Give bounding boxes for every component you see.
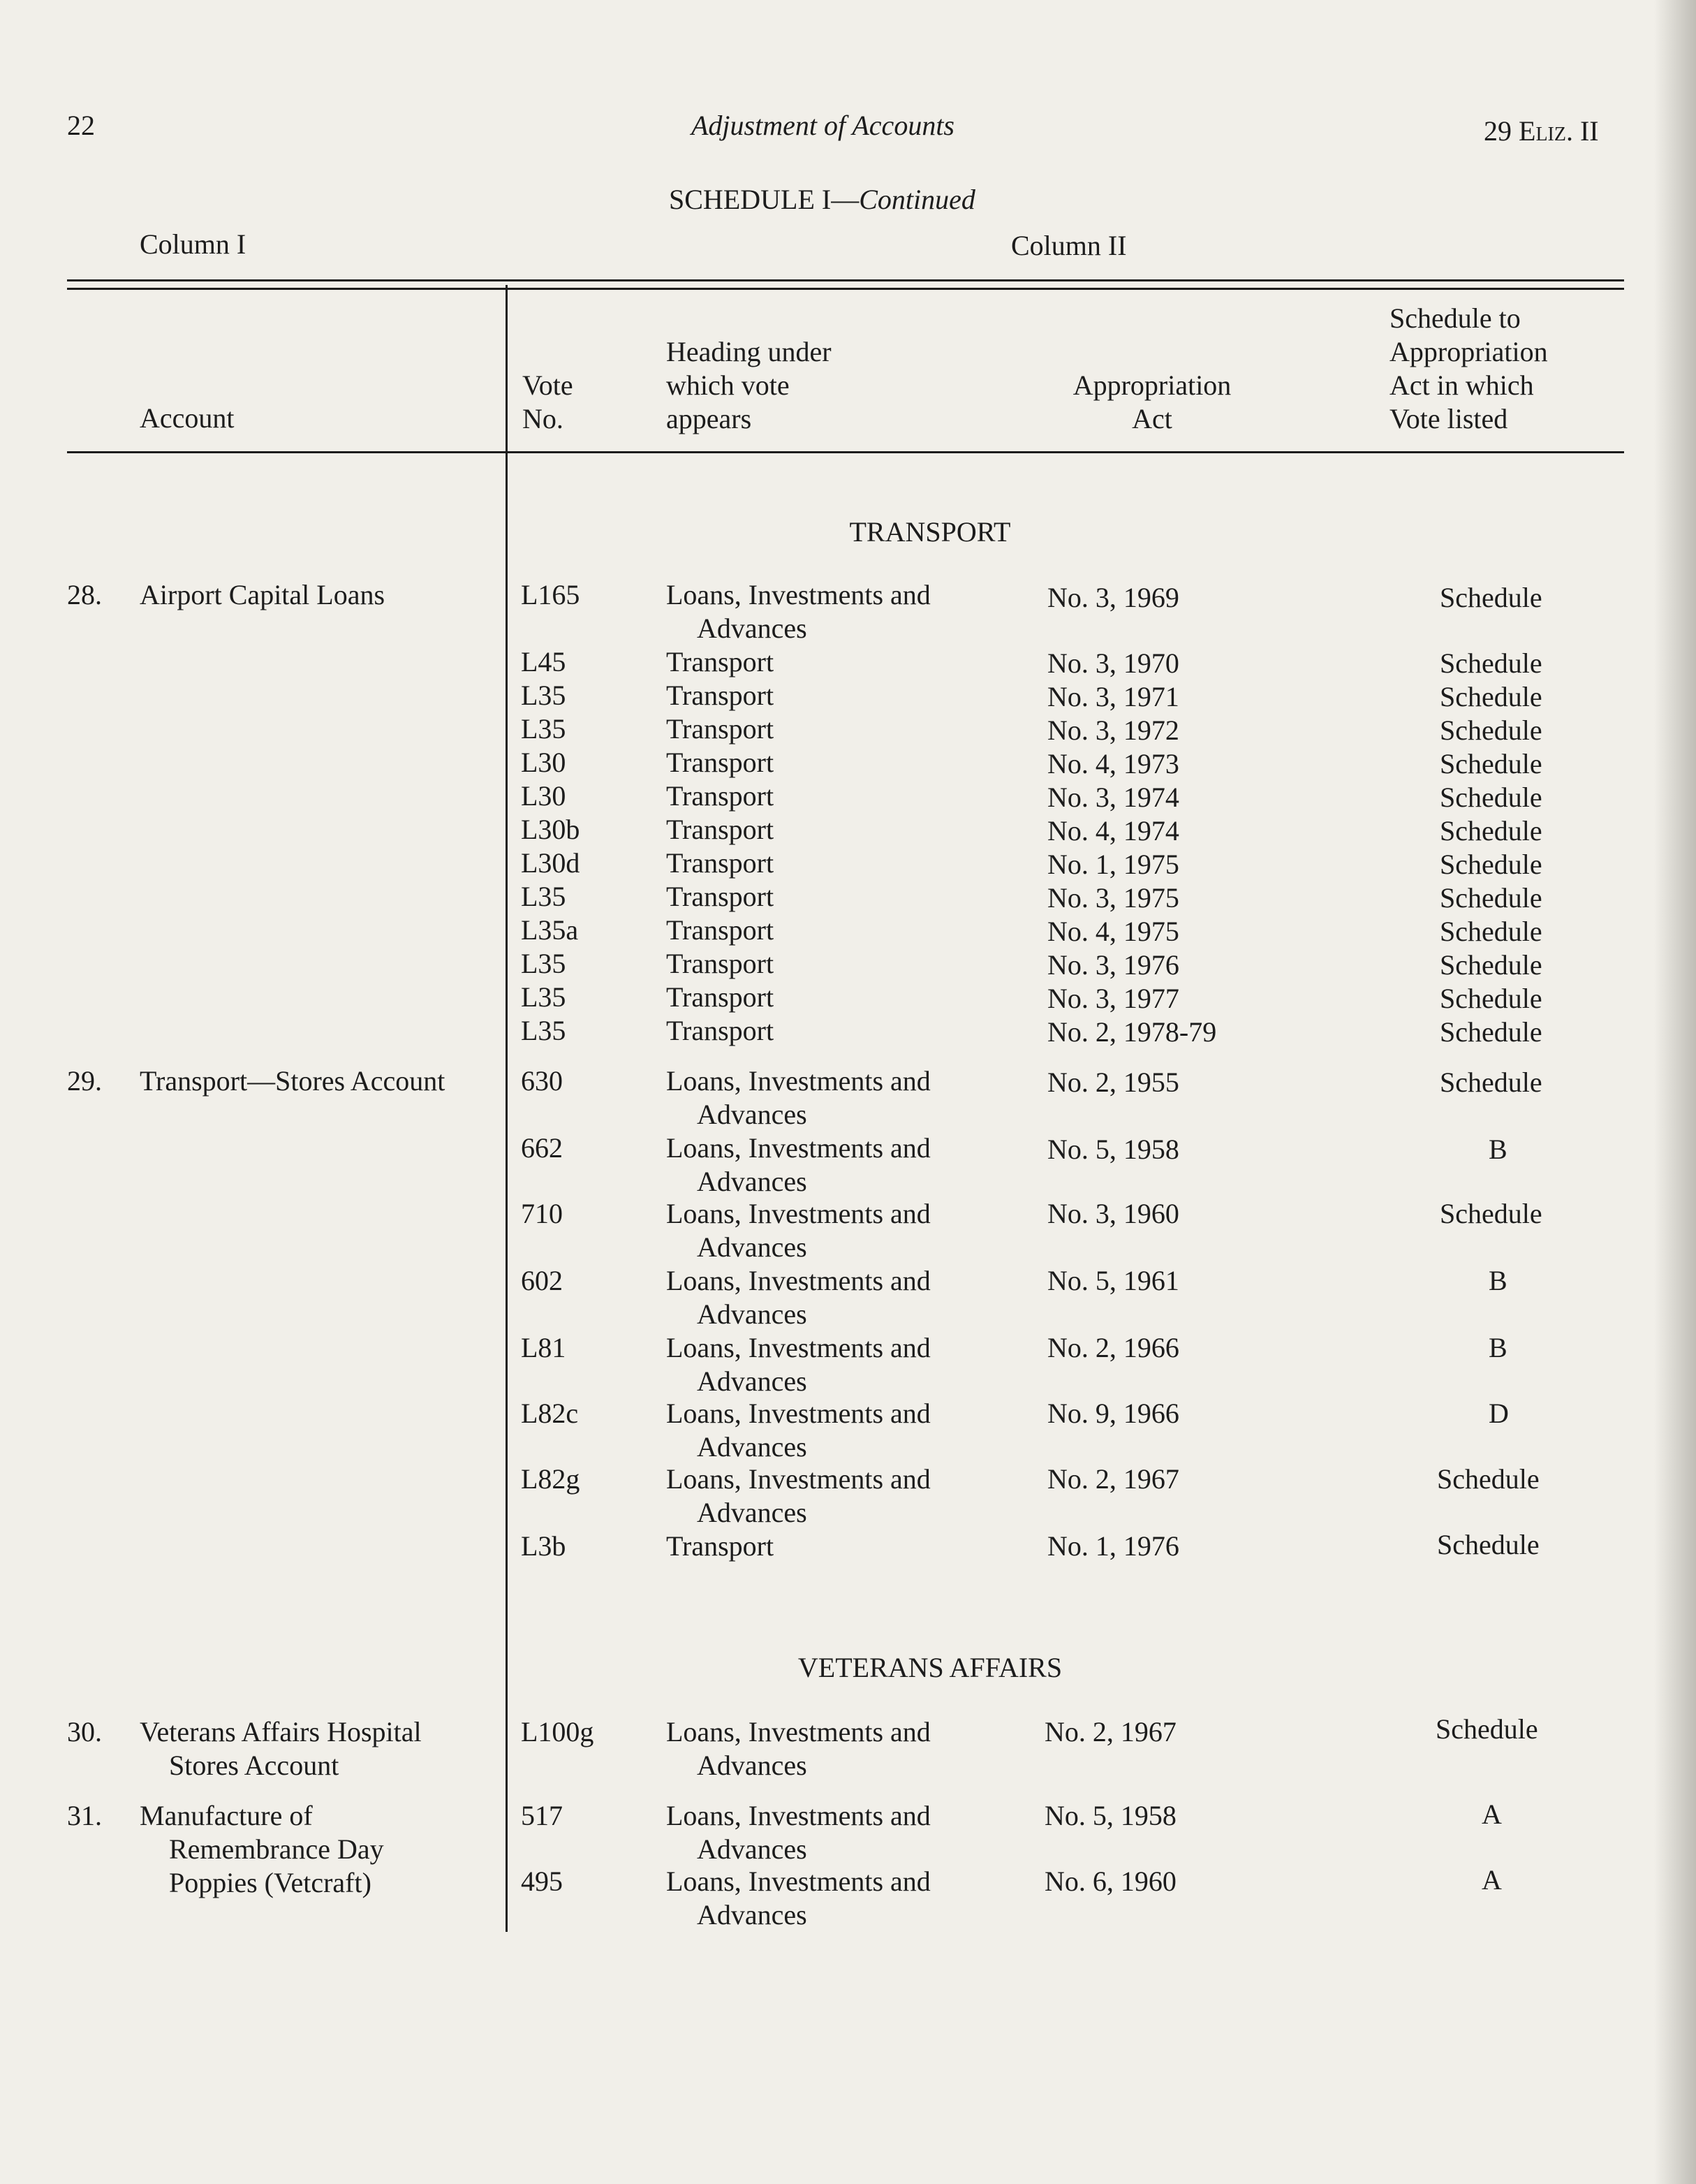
vote-heading: Transport	[666, 747, 774, 778]
account-name: Transport—Stores Account	[140, 1065, 445, 1097]
schedule-reference: Schedule	[1440, 714, 1542, 746]
schedule-reference: Schedule	[1440, 949, 1542, 981]
vote-heading: Transport	[666, 814, 774, 845]
schedule-reference: Schedule	[1440, 916, 1542, 947]
vote-number: L82c	[521, 1398, 579, 1429]
vote-heading: Transport	[666, 713, 774, 745]
appropriation-act: No. 9, 1966	[1047, 1398, 1179, 1429]
appropriation-act: No. 3, 1977	[1047, 983, 1179, 1014]
vote-heading: Transport	[666, 646, 774, 677]
vote-number: L30	[521, 780, 566, 812]
schedule-reference: Schedule	[1440, 1067, 1542, 1098]
schedule-reference: B	[1489, 1332, 1507, 1363]
regnal-year: 29 Eliz. II	[1484, 115, 1599, 147]
vote-heading: Loans, Investments and Advances	[666, 579, 931, 644]
schedule-reference: Schedule	[1437, 1463, 1540, 1495]
appropriation-act: No. 2, 1966	[1047, 1332, 1179, 1363]
appropriation-act: No. 5, 1958	[1047, 1134, 1179, 1165]
schedule-reference: Schedule	[1440, 849, 1542, 880]
vote-number: 495	[521, 1866, 563, 1897]
header-top-rule-second	[67, 288, 1624, 290]
vote-heading: Loans, Investments and Advances	[666, 1463, 931, 1528]
vote-number: L30b	[521, 814, 580, 845]
vote-number: L3b	[521, 1530, 566, 1562]
schedule-reference: Schedule	[1440, 782, 1542, 813]
account-column-header: Account	[140, 402, 235, 434]
schedule-reference: B	[1489, 1265, 1507, 1296]
vote-heading: Loans, Investments and Advances	[666, 1265, 931, 1330]
vote-number: L165	[521, 579, 580, 610]
appropriation-act: No. 5, 1961	[1047, 1265, 1179, 1296]
schedule-reference: Schedule	[1440, 1198, 1542, 1229]
vote-number: L35	[521, 1015, 566, 1046]
appropriation-act: No. 2, 1978-79	[1047, 1016, 1217, 1048]
vote-heading: Loans, Investments and Advances	[666, 1800, 931, 1865]
appropriation-act: No. 2, 1967	[1047, 1463, 1179, 1495]
vote-heading: Transport	[666, 1530, 774, 1562]
appropriation-act: No. 5, 1958	[1045, 1800, 1177, 1831]
vote-number: L35	[521, 981, 566, 1013]
account-name: Manufacture of Remembrance Day Poppies (Vetcraft)	[140, 1800, 384, 1898]
vote-heading: Transport	[666, 680, 774, 711]
appropriation-act: No. 4, 1975	[1047, 916, 1179, 947]
account-number: 30.	[67, 1716, 102, 1747]
vote-heading: Loans, Investments and Advances	[666, 1866, 931, 1930]
vote-heading: Transport	[666, 914, 774, 946]
account-number: 29.	[67, 1065, 102, 1097]
account-name: Airport Capital Loans	[140, 579, 385, 610]
appropriation-act: No. 4, 1974	[1047, 815, 1179, 847]
vote-heading: Transport	[666, 881, 774, 912]
schedule-reference: Schedule	[1440, 983, 1542, 1014]
schedule-reference: A	[1482, 1798, 1502, 1830]
column-one-label: Column I	[140, 228, 246, 260]
vote-number: L35	[521, 881, 566, 912]
appropriation-act: No. 3, 1970	[1047, 647, 1179, 679]
vote-number: L35a	[521, 914, 579, 946]
vote-heading: Loans, Investments and Advances	[666, 1332, 931, 1397]
schedule-reference: A	[1482, 1864, 1502, 1896]
vote-heading: Transport	[666, 847, 774, 879]
appropriation-act: No. 1, 1976	[1047, 1530, 1179, 1562]
account-name: Veterans Affairs Hospital Stores Account	[140, 1716, 422, 1781]
vote-number: L100g	[521, 1716, 594, 1747]
page-number: 22	[67, 110, 95, 141]
schedule-reference: Schedule	[1440, 748, 1542, 779]
vote-heading: Loans, Investments and Advances	[666, 1398, 931, 1463]
appropriation-act: No. 2, 1955	[1047, 1067, 1179, 1098]
vote-heading: Transport	[666, 981, 774, 1013]
heading-column-header: Heading under which vote appears	[666, 336, 832, 434]
vote-number: L45	[521, 646, 566, 677]
vote-number: L35	[521, 713, 566, 745]
schedule-reference: Schedule	[1437, 1529, 1540, 1560]
vote-number: L30d	[521, 847, 580, 879]
vote-heading: Transport	[666, 1015, 774, 1046]
schedule-title: SCHEDULE I—Continued	[669, 184, 975, 215]
vote-number: L81	[521, 1332, 566, 1363]
appropriation-act-header: Appropriation Act	[1072, 369, 1232, 434]
vote-heading: Loans, Investments and Advances	[666, 1132, 931, 1197]
appropriation-act: No. 3, 1972	[1047, 714, 1179, 746]
vote-number: 517	[521, 1800, 563, 1831]
schedule-reference: D	[1489, 1398, 1509, 1429]
appropriation-act: No. 2, 1967	[1045, 1716, 1177, 1747]
schedule-reference: Schedule	[1440, 582, 1542, 613]
schedule-reference: B	[1489, 1134, 1507, 1165]
schedule-reference: Schedule	[1440, 882, 1542, 914]
appropriation-act: No. 3, 1976	[1047, 949, 1179, 981]
header-bottom-rule	[67, 451, 1624, 453]
vote-number: L35	[521, 948, 566, 979]
vote-number: 630	[521, 1065, 563, 1097]
vote-no-header: Vote No.	[522, 369, 573, 434]
schedule-reference: Schedule	[1440, 647, 1542, 679]
appropriation-act: No. 6, 1960	[1045, 1866, 1177, 1897]
vote-number: L35	[521, 680, 566, 711]
section-title: TRANSPORT	[849, 516, 1011, 548]
schedule-reference: Schedule	[1440, 681, 1542, 712]
section-title: VETERANS AFFAIRS	[797, 1652, 1063, 1683]
account-number: 31.	[67, 1800, 102, 1831]
schedule-reference: Schedule	[1436, 1713, 1538, 1745]
appropriation-act: No. 4, 1973	[1047, 748, 1179, 779]
vote-number: 662	[521, 1132, 563, 1164]
vote-number: L82g	[521, 1463, 580, 1495]
vote-heading: Loans, Investments and Advances	[666, 1065, 931, 1130]
schedule-column-header: Schedule to Appropriation Act in which Vote listed	[1389, 302, 1548, 434]
appropriation-act: No. 3, 1960	[1047, 1198, 1179, 1229]
appropriation-act: No. 3, 1975	[1047, 882, 1179, 914]
schedule-reference: Schedule	[1440, 1016, 1542, 1048]
running-title: Adjustment of Accounts	[691, 110, 954, 141]
page-edge-shadow	[1654, 0, 1696, 2184]
vote-heading: Transport	[666, 948, 774, 979]
schedule-reference: Schedule	[1440, 815, 1542, 847]
column-two-label: Column II	[1011, 230, 1127, 261]
column-divider	[506, 285, 508, 1932]
appropriation-act: No. 3, 1969	[1047, 582, 1179, 613]
vote-heading: Transport	[666, 780, 774, 812]
header-top-rule	[67, 279, 1624, 281]
appropriation-act: No. 1, 1975	[1047, 849, 1179, 880]
vote-number: 602	[521, 1265, 563, 1296]
appropriation-act: No. 3, 1971	[1047, 681, 1179, 712]
account-number: 28.	[67, 579, 102, 610]
vote-heading: Loans, Investments and Advances	[666, 1716, 931, 1781]
vote-number: L30	[521, 747, 566, 778]
vote-heading: Loans, Investments and Advances	[666, 1198, 931, 1263]
appropriation-act: No. 3, 1974	[1047, 782, 1179, 813]
vote-number: 710	[521, 1198, 563, 1229]
